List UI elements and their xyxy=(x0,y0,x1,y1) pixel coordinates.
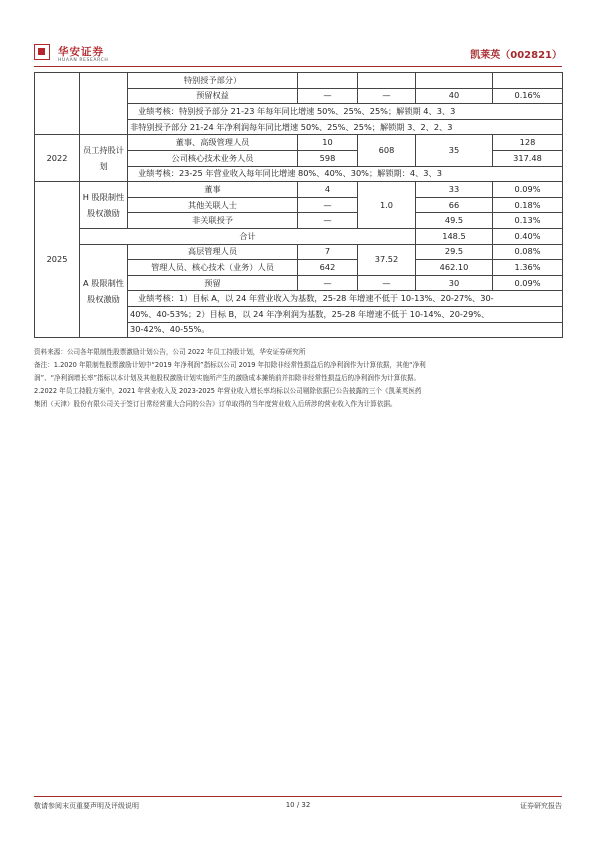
grantee-cell: 管理人员、核心技术（业务）人员 xyxy=(128,260,298,276)
pct-cell: 0.09% xyxy=(493,275,563,291)
price-cell: — xyxy=(358,275,416,291)
footer-report-type: 证券研究报告 xyxy=(520,802,562,810)
table-row xyxy=(35,135,563,151)
performance-text: 30-42%、40-55%。 xyxy=(128,322,563,338)
company-ticker: 凯莱英（002821） xyxy=(470,50,562,61)
pct-cell: 0.40% xyxy=(493,228,563,244)
amount-cell: 49.5 xyxy=(416,213,493,229)
incentive-table xyxy=(34,72,563,338)
table-row xyxy=(35,228,563,244)
grantee-cell: 高层管理人员 xyxy=(128,244,298,260)
logo-text: 华安证券 xyxy=(58,46,104,58)
performance-text: 非特别授予部分 21-24 年净利润每年同比增速 50%、25%、25%；解锁期 3、2、2、3 xyxy=(128,119,563,135)
plan-cell: 员工持股计划 xyxy=(80,135,128,182)
performance-text: 业绩考核：23-25 年营业收入每年同比增速 80%、40%、30%；解锁期：4、3、3 xyxy=(128,166,563,182)
plan-cell: H 股限制性股权激励 xyxy=(80,182,128,229)
total-cell: — xyxy=(358,88,416,104)
price-cell: 37.52 xyxy=(358,244,416,275)
grantee-cell: 特别授予部分） xyxy=(128,73,298,89)
pct-cell xyxy=(493,73,563,89)
price-cell: 35 xyxy=(416,135,493,166)
footer-disclaimer: 敬请参阅末页重要声明及评级说明 xyxy=(34,802,139,810)
grantee-cell: 预留 xyxy=(128,275,298,291)
grantee-cell: 预留权益 xyxy=(128,88,298,104)
pct-cell: 0.16% xyxy=(493,88,563,104)
remark-note: 润”、“净利润增长率”指标以本计划及其他股权激励计划实施所产生的激励成本摊销前并扣除非经常性损益后的净利润作为计算依据。 xyxy=(34,374,421,382)
performance-text: 40%、40-53%；2）目标 B，以 24 年净利润为基数，25-28 年增速不低于 10-14%、20-29%、 xyxy=(128,306,563,322)
amount-cell: 66 xyxy=(416,197,493,213)
count-cell: 10 xyxy=(298,135,358,151)
price-cell: 1.0 xyxy=(358,182,416,229)
logo-subtext: HUAAN RESEARCH xyxy=(58,58,109,63)
footer-rule xyxy=(34,796,562,797)
huaan-logo-icon xyxy=(34,44,50,60)
performance-text: 业绩考核：特别授予部分 21-23 年每年同比增速 50%、25%、25%；解锁期 4、3、3 xyxy=(128,104,563,120)
page-number: 10 / 32 xyxy=(285,801,311,809)
count-cell: 598 xyxy=(298,150,358,166)
pct-cell: 1.36% xyxy=(493,260,563,276)
sum-label: 合计 xyxy=(80,228,416,244)
pct-cell: 0.08% xyxy=(493,244,563,260)
performance-text: 业绩考核：1）目标 A，以 24 年营业收入为基数，25-28 年增速不低于 10-13%、20-27%、30- xyxy=(128,291,563,307)
amount-cell: 33 xyxy=(416,182,493,198)
grantee-cell: 非关联授予 xyxy=(128,213,298,229)
remark-note: 备注：1.2020 年限制性股票激励计划中“2019 年净利润”指标以公司 2019 年扣除非经常性损益后的净利润作为计算依据，其他“净利 xyxy=(34,361,426,369)
count-cell: — xyxy=(298,197,358,213)
page-header xyxy=(34,44,562,66)
count-cell: — xyxy=(298,213,358,229)
total-cell xyxy=(358,73,416,89)
count-cell: 4 xyxy=(298,182,358,198)
grantee-cell: 董事、高级管理人员 xyxy=(128,135,298,151)
amount-cell: 317.48 xyxy=(493,150,563,166)
plan-cell xyxy=(80,73,128,135)
amount-cell: 462.10 xyxy=(416,260,493,276)
grantee-cell: 其他关联人士 xyxy=(128,197,298,213)
count-cell: — xyxy=(298,88,358,104)
pct-cell: 0.09% xyxy=(493,182,563,198)
source-note: 资料来源：公司各年限制性股票激励计划公告，公司 2022 年员工持股计划，华安证券研究所 xyxy=(34,348,306,356)
amount-cell xyxy=(416,73,493,89)
pct-cell: 0.13% xyxy=(493,213,563,229)
count-cell: 7 xyxy=(298,244,358,260)
remark-note: 集团（天津）股份有限公司关于签订日常经营重大合同的公告》订单取得的当年度营业收入后所涉的营业收入作为计算依据。 xyxy=(34,400,397,408)
header-rule xyxy=(34,66,562,67)
table-notes xyxy=(34,346,562,411)
grantee-cell: 董事 xyxy=(128,182,298,198)
pct-cell: 0.18% xyxy=(493,197,563,213)
grantee-cell: 公司核心技术业务人员 xyxy=(128,150,298,166)
year-cell: 2025 xyxy=(35,182,80,338)
amount-cell: 30 xyxy=(416,275,493,291)
amount-cell: 148.5 xyxy=(416,228,493,244)
table-row xyxy=(35,244,563,260)
table-row xyxy=(35,73,563,89)
amount-cell: 128 xyxy=(493,135,563,151)
amount-cell: 29.5 xyxy=(416,244,493,260)
year-cell: 2022 xyxy=(35,135,80,182)
remark-note: 2.2022 年员工持股方案中，2021 年营业收入及 2023-2025 年营业收入增长率均标以公司剔除依据已公告披露的三个《凯莱英医药 xyxy=(34,387,422,395)
count-cell: 642 xyxy=(298,260,358,276)
table-row xyxy=(35,182,563,198)
year-cell xyxy=(35,73,80,135)
amount-cell: 40 xyxy=(416,88,493,104)
plan-cell: A 股限制性股权激励 xyxy=(80,244,128,338)
count-cell: — xyxy=(298,275,358,291)
total-cell: 608 xyxy=(358,135,416,166)
count-cell xyxy=(298,73,358,89)
